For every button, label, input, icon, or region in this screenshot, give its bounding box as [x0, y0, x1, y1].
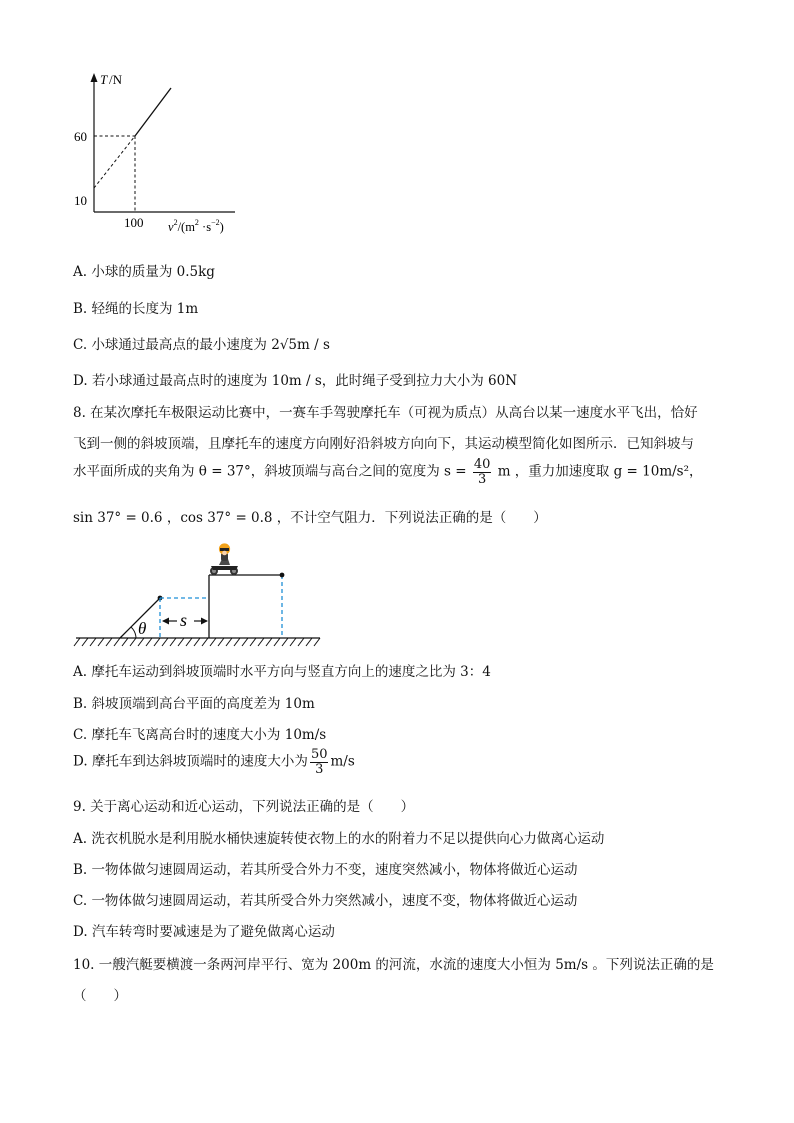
x-tick-100: 100: [124, 215, 144, 230]
dashed-extension-line: [94, 136, 135, 188]
q9-option-a: A. 洗衣机脱水是利用脱水桶快速旋转使衣物上的水的附着力不足以提供向心力做离心运动: [73, 831, 605, 847]
width-fraction: $\frac{40}{3}$: [473, 457, 491, 487]
q8-option-c: C. 摩托车飞离高台时的速度大小为 10m/s: [73, 727, 327, 743]
y-tick-60: 60: [74, 129, 87, 144]
y-axis-unit: /N: [109, 72, 122, 87]
y-axis-label: T: [100, 72, 108, 87]
speed-fraction: $\frac{50}{3}$: [310, 747, 328, 777]
motorcycle-slope-figure: [70, 540, 330, 650]
y-tick-10: 10: [74, 193, 87, 208]
q8-stem-line-1: 8. 在某次摩托车极限运动比赛中，一赛车手驾驶摩托车（可视为质点）从高台以某一速度水平飞出，恰好: [73, 405, 698, 421]
q7-option-b: B. 轻绳的长度为 1m: [73, 301, 199, 317]
q10-stem-line-2: （ ）: [73, 988, 127, 1004]
q9-stem: 9. 关于离心运动和近心运动，下列说法正确的是（ ）: [73, 799, 415, 815]
theta-arc: [131, 627, 136, 638]
tension-line: [135, 88, 171, 136]
platform-edge-point: [280, 573, 285, 578]
tension-velocity-graph: [60, 65, 260, 240]
q9-option-b: B. 一物体做匀速圆周运动，若其所受合外力不变，速度突然减小，物体将做近心运动: [73, 862, 578, 878]
q8-option-d: D. 摩托车到达斜坡顶端时的速度大小为 $\frac{50}{3}$ m/s: [73, 747, 355, 777]
s-label: s: [180, 610, 188, 630]
q8-stem-line-2: 飞到一侧的斜坡顶端，且摩托车的速度方向刚好沿斜坡方向向下，其运动模型简化如图所示．已知斜坡与: [73, 436, 694, 452]
x-axis-label: $v^2/(m^2 \cdot s^{-2})$: [168, 218, 224, 234]
q7-option-a: A. 小球的质量为 0.5kg: [73, 264, 215, 280]
q9-option-d: D. 汽车转弯时要减速是为了避免做离心运动: [73, 924, 335, 940]
q10-stem-line-1: 10. 一艘汽艇要横渡一条两河岸平行、宽为 200m 的河流，水流的速度大小恒为 5m/s 。下列说法正确的是: [73, 957, 714, 973]
q8-option-b: B. 斜坡顶端到高台平面的高度差为 10m: [73, 696, 315, 712]
y-axis-arrow: [91, 73, 98, 82]
q8-option-a: A. 摩托车运动到斜坡顶端时水平方向与竖直方向上的速度之比为 3：4: [73, 664, 491, 680]
q8-stem-line-4: sin 37° = 0.6 ，cos 37° = 0.8 ，不计空气阻力．下列说法正确的是（ ）: [73, 510, 547, 526]
ground-hatching: [74, 638, 320, 646]
q8-stem-line-3: 水平面所成的夹角为 θ = 37°，斜坡顶端与高台之间的宽度为 s = $\frac{40}{3}$ m ，重力加速度取 g = 10m/s²，: [73, 457, 703, 487]
theta-label: θ: [138, 619, 147, 638]
q7-option-d: D. 若小球通过最高点时的速度为 10m / s，此时绳子受到拉力大小为 60N: [73, 373, 518, 389]
q7-option-c: C. 小球通过最高点的最小速度为 2√5m / s: [73, 337, 330, 353]
motorcycle-rider-icon: [210, 543, 238, 575]
q9-option-c: C. 一物体做匀速圆周运动，若其所受合外力突然减小，速度不变，物体将做近心运动: [73, 893, 578, 909]
